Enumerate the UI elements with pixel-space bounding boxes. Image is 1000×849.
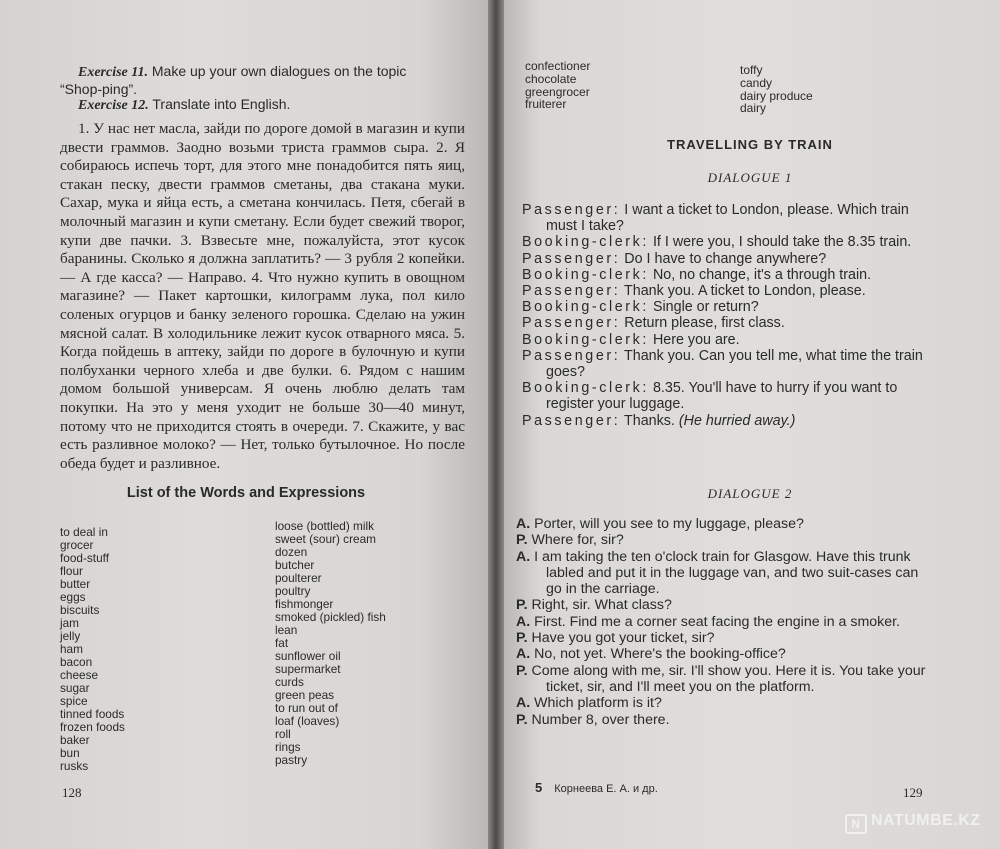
speaker-label: Booking-clerk: [522, 299, 649, 316]
dialogue-text: Do I have to change anywhere? [620, 250, 827, 267]
dialogue-line [522, 315, 930, 331]
dialogue-text: If I were you, I should take the 8.35 train. [648, 234, 912, 251]
word-item: jelly [60, 629, 81, 643]
speaker-label: A. [516, 516, 531, 532]
speaker-label: Booking-clerk: [522, 266, 649, 283]
speaker-label: A. [516, 646, 531, 663]
speaker-label: A. [516, 548, 531, 565]
word-item: dozen [275, 545, 308, 559]
word-item: jam [60, 616, 80, 630]
exercise-12 [60, 96, 440, 114]
word-item: toffy [740, 63, 763, 77]
dialogue-line [516, 549, 930, 598]
dialogue-text: Right, sir. What class? [527, 597, 672, 614]
word-list-column-2 [275, 520, 386, 767]
dialogue-line [522, 348, 930, 380]
word-item: ham [60, 642, 83, 656]
left-page [0, 0, 492, 849]
speaker-label: Passenger: [522, 283, 621, 300]
word-item: biscuits [60, 603, 100, 617]
exercise-11-label: Exercise 11. [78, 65, 148, 80]
top-word-column-1 [525, 60, 590, 111]
signature-number: 5 [535, 780, 543, 795]
section-title: TRAVELLING BY TRAIN [667, 137, 833, 152]
speaker-label: Passenger: [522, 347, 621, 364]
dialogue-text: Return please, first class. [620, 315, 785, 332]
speaker-label: Passenger: [522, 202, 621, 218]
page-footer [535, 780, 658, 795]
speaker-label: A. [516, 613, 531, 630]
dialogue-text: Thank you. A ticket to London, please. [620, 283, 866, 300]
word-list-title: List of the Words and Expressions [126, 485, 366, 501]
dialogue-line [516, 597, 930, 613]
speaker-label: Booking-clerk: [522, 234, 649, 251]
dialogue-line [516, 663, 930, 696]
word-item: greengrocer [525, 84, 590, 99]
word-item: bun [60, 746, 80, 760]
dialogue-line [522, 251, 930, 267]
speaker-label: P. [516, 662, 528, 679]
word-item: butcher [275, 558, 315, 572]
word-item: frozen foods [60, 720, 125, 734]
dialogue-line [522, 202, 930, 234]
word-item: sugar [60, 681, 90, 695]
exercise-11 [60, 63, 440, 98]
speaker-label: Booking-clerk: [522, 380, 649, 397]
speaker-label: Booking-clerk: [522, 331, 649, 348]
dialogue-line [516, 630, 930, 646]
dialogue-2 [516, 516, 930, 728]
watermark-logo-icon: N [845, 814, 867, 834]
dialogue-2-title: DIALOGUE 2 [707, 486, 793, 501]
exercise-12-label: Exercise 12. [78, 98, 149, 113]
word-item: roll [275, 727, 291, 741]
word-item: grocer [60, 538, 94, 552]
speaker-label: Passenger: [522, 250, 621, 267]
word-item: food-stuff [60, 551, 109, 565]
speaker-label: P. [516, 630, 528, 647]
dialogue-text: Thank you. Can you tell me, what time the train goes? [546, 347, 923, 381]
dialogue-line [522, 332, 930, 348]
word-list-column-1 [60, 526, 125, 773]
word-item: curds [275, 675, 304, 689]
word-item: chocolate [525, 71, 577, 86]
speaker-label: Passenger: [522, 412, 621, 429]
word-item: eggs [60, 590, 86, 604]
word-item: spice [60, 694, 88, 708]
dialogue-1-title: DIALOGUE 1 [707, 170, 793, 185]
dialogue-text: Here you are. [648, 331, 740, 348]
word-item: butter [60, 577, 91, 591]
exercise-11-text: Make up your own dialogues on the topic “Shop-ping”. [60, 63, 407, 97]
stage-direction: (He hurried away.) [678, 412, 796, 429]
top-word-column-2 [740, 64, 813, 115]
dialogue-line [516, 532, 930, 548]
dialogue-line [516, 516, 930, 532]
dialogue-text: Number 8, over there. [527, 711, 670, 728]
word-item: lean [275, 623, 298, 637]
speaker-label: P. [516, 711, 528, 728]
word-item: smoked (pickled) fish [275, 610, 386, 624]
word-item: candy [740, 75, 773, 90]
dialogue-line [522, 234, 930, 250]
dialogue-text: Which platform is it? [530, 695, 662, 712]
word-item: to run out of [275, 701, 338, 715]
dialogue-text: Where for, sir? [527, 532, 624, 549]
word-item: poulterer [275, 571, 322, 585]
book-gutter [488, 0, 504, 849]
russian-exercise-text [60, 120, 465, 473]
footer-authors: Корнеева Е. А. и др. [554, 783, 658, 795]
dialogue-text: First. Find me a corner seat facing the engine in a smoker. [530, 613, 901, 630]
word-item: cheese [60, 668, 99, 682]
word-item: sunflower oil [275, 649, 341, 663]
dialogue-text: Thanks. [620, 412, 679, 429]
exercise-12-text: Translate into English. [148, 96, 291, 112]
speaker-label: P. [516, 532, 528, 549]
speaker-label: Passenger: [522, 315, 621, 332]
word-item: sweet (sour) cream [275, 532, 376, 546]
word-item: tinned foods [60, 707, 125, 721]
word-item: fruiterer [525, 97, 567, 112]
word-item: fat [275, 636, 289, 650]
dialogue-line [516, 712, 930, 728]
dialogue-text: I am taking the ten o'clock train for Glasgow. Have this trunk labled and put it in the luggage van, and two suit-cases can go in the carriage. [530, 548, 919, 598]
dialogue-line [522, 267, 930, 283]
word-item: poultry [275, 584, 311, 598]
speaker-label: A. [516, 695, 531, 712]
dialogue-text: I want a ticket to London, please. Which train must I take? [546, 202, 909, 235]
dialogue-line [522, 299, 930, 315]
dialogue-1 [522, 202, 930, 429]
word-item: dairy produce [740, 88, 813, 103]
word-item: to deal in [60, 525, 108, 539]
dialogue-line [516, 646, 930, 662]
word-item: bacon [60, 655, 93, 669]
russian-paragraph: 1. У нас нет масла, зайди по дороге домой в магазин и купи двести граммов. Заодно возьми триста граммов сыра. 2. Я собираюсь испечь торт, для этого мне понадобится пять яиц, стакан песку, двести граммов сметаны, два стакана муки. Сахар, мука и яйца есть, а сметана кончилась. Петя, сбегай в молочный магазин и купи сметану. Если будет свежий творог, купи две пачки. 3. Взвесьте мне, пожалуйста, этот кусок баранины. Сколько я должна заплатить? — 3 рубля 2 копейки. — А где касса? — Направо. 4. Что нужно купить в овощном магазине? — Пакет картошки, килограмм лука, пол кило соленых огурцов и банку зеленого горошка. Сделаю на ужин мясной салат. В холодильнике лежит кусок отварного мяса. 5. Когда пойдешь в аптеку, зайди по дороге в булочную и купи полбуханки черного хлеба и две булки. 6. Рядом с нашим домом большой универсам. Я очень люблю делать там покупки. На это у меня уходит не больше 30—40 минут, потому что не приходится стоять в очереди. 7. Скажите, у вас есть разливное молоко? — Нет, только бутылочное. Но после обеда будет и разливное. [60, 120, 465, 472]
dialogue-line [516, 614, 930, 630]
watermark-text: NATUMBE.KZ [871, 812, 981, 829]
word-item: green peas [275, 688, 335, 702]
word-item: supermarket [275, 662, 341, 676]
dialogue-text: No, no change, it's a through train. [648, 266, 872, 283]
word-item: pastry [275, 753, 308, 767]
word-item: dairy [740, 101, 767, 116]
page-number-left: 128 [62, 785, 82, 800]
dialogue-line [516, 695, 930, 711]
word-item: loaf (loaves) [275, 714, 340, 728]
word-item: rings [275, 740, 301, 754]
word-item: fishmonger [275, 597, 334, 611]
dialogue-text: Single or return? [648, 299, 759, 316]
word-item: rusks [60, 759, 89, 773]
watermark [845, 812, 981, 834]
dialogue-text: 8.35. You'll have to hurry if you want to register your luggage. [546, 380, 898, 413]
dialogue-line [522, 380, 930, 412]
dialogue-text: Porter, will you see to my luggage, please? [530, 516, 804, 532]
dialogue-text: No, not yet. Where's the booking-office? [530, 646, 786, 663]
word-item: flour [60, 564, 83, 578]
word-item: baker [60, 733, 90, 747]
speaker-label: P. [516, 597, 528, 614]
word-item: confectioner [525, 59, 591, 73]
dialogue-line [522, 413, 930, 429]
page-number-right: 129 [903, 785, 923, 800]
word-item: loose (bottled) milk [275, 519, 375, 533]
dialogue-line [522, 283, 930, 299]
dialogue-text: Have you got your ticket, sir? [527, 630, 715, 647]
dialogue-text: Come along with me, sir. I'll show you. Here it is. You take your ticket, sir, and I'll meet you on the platform. [527, 662, 926, 695]
